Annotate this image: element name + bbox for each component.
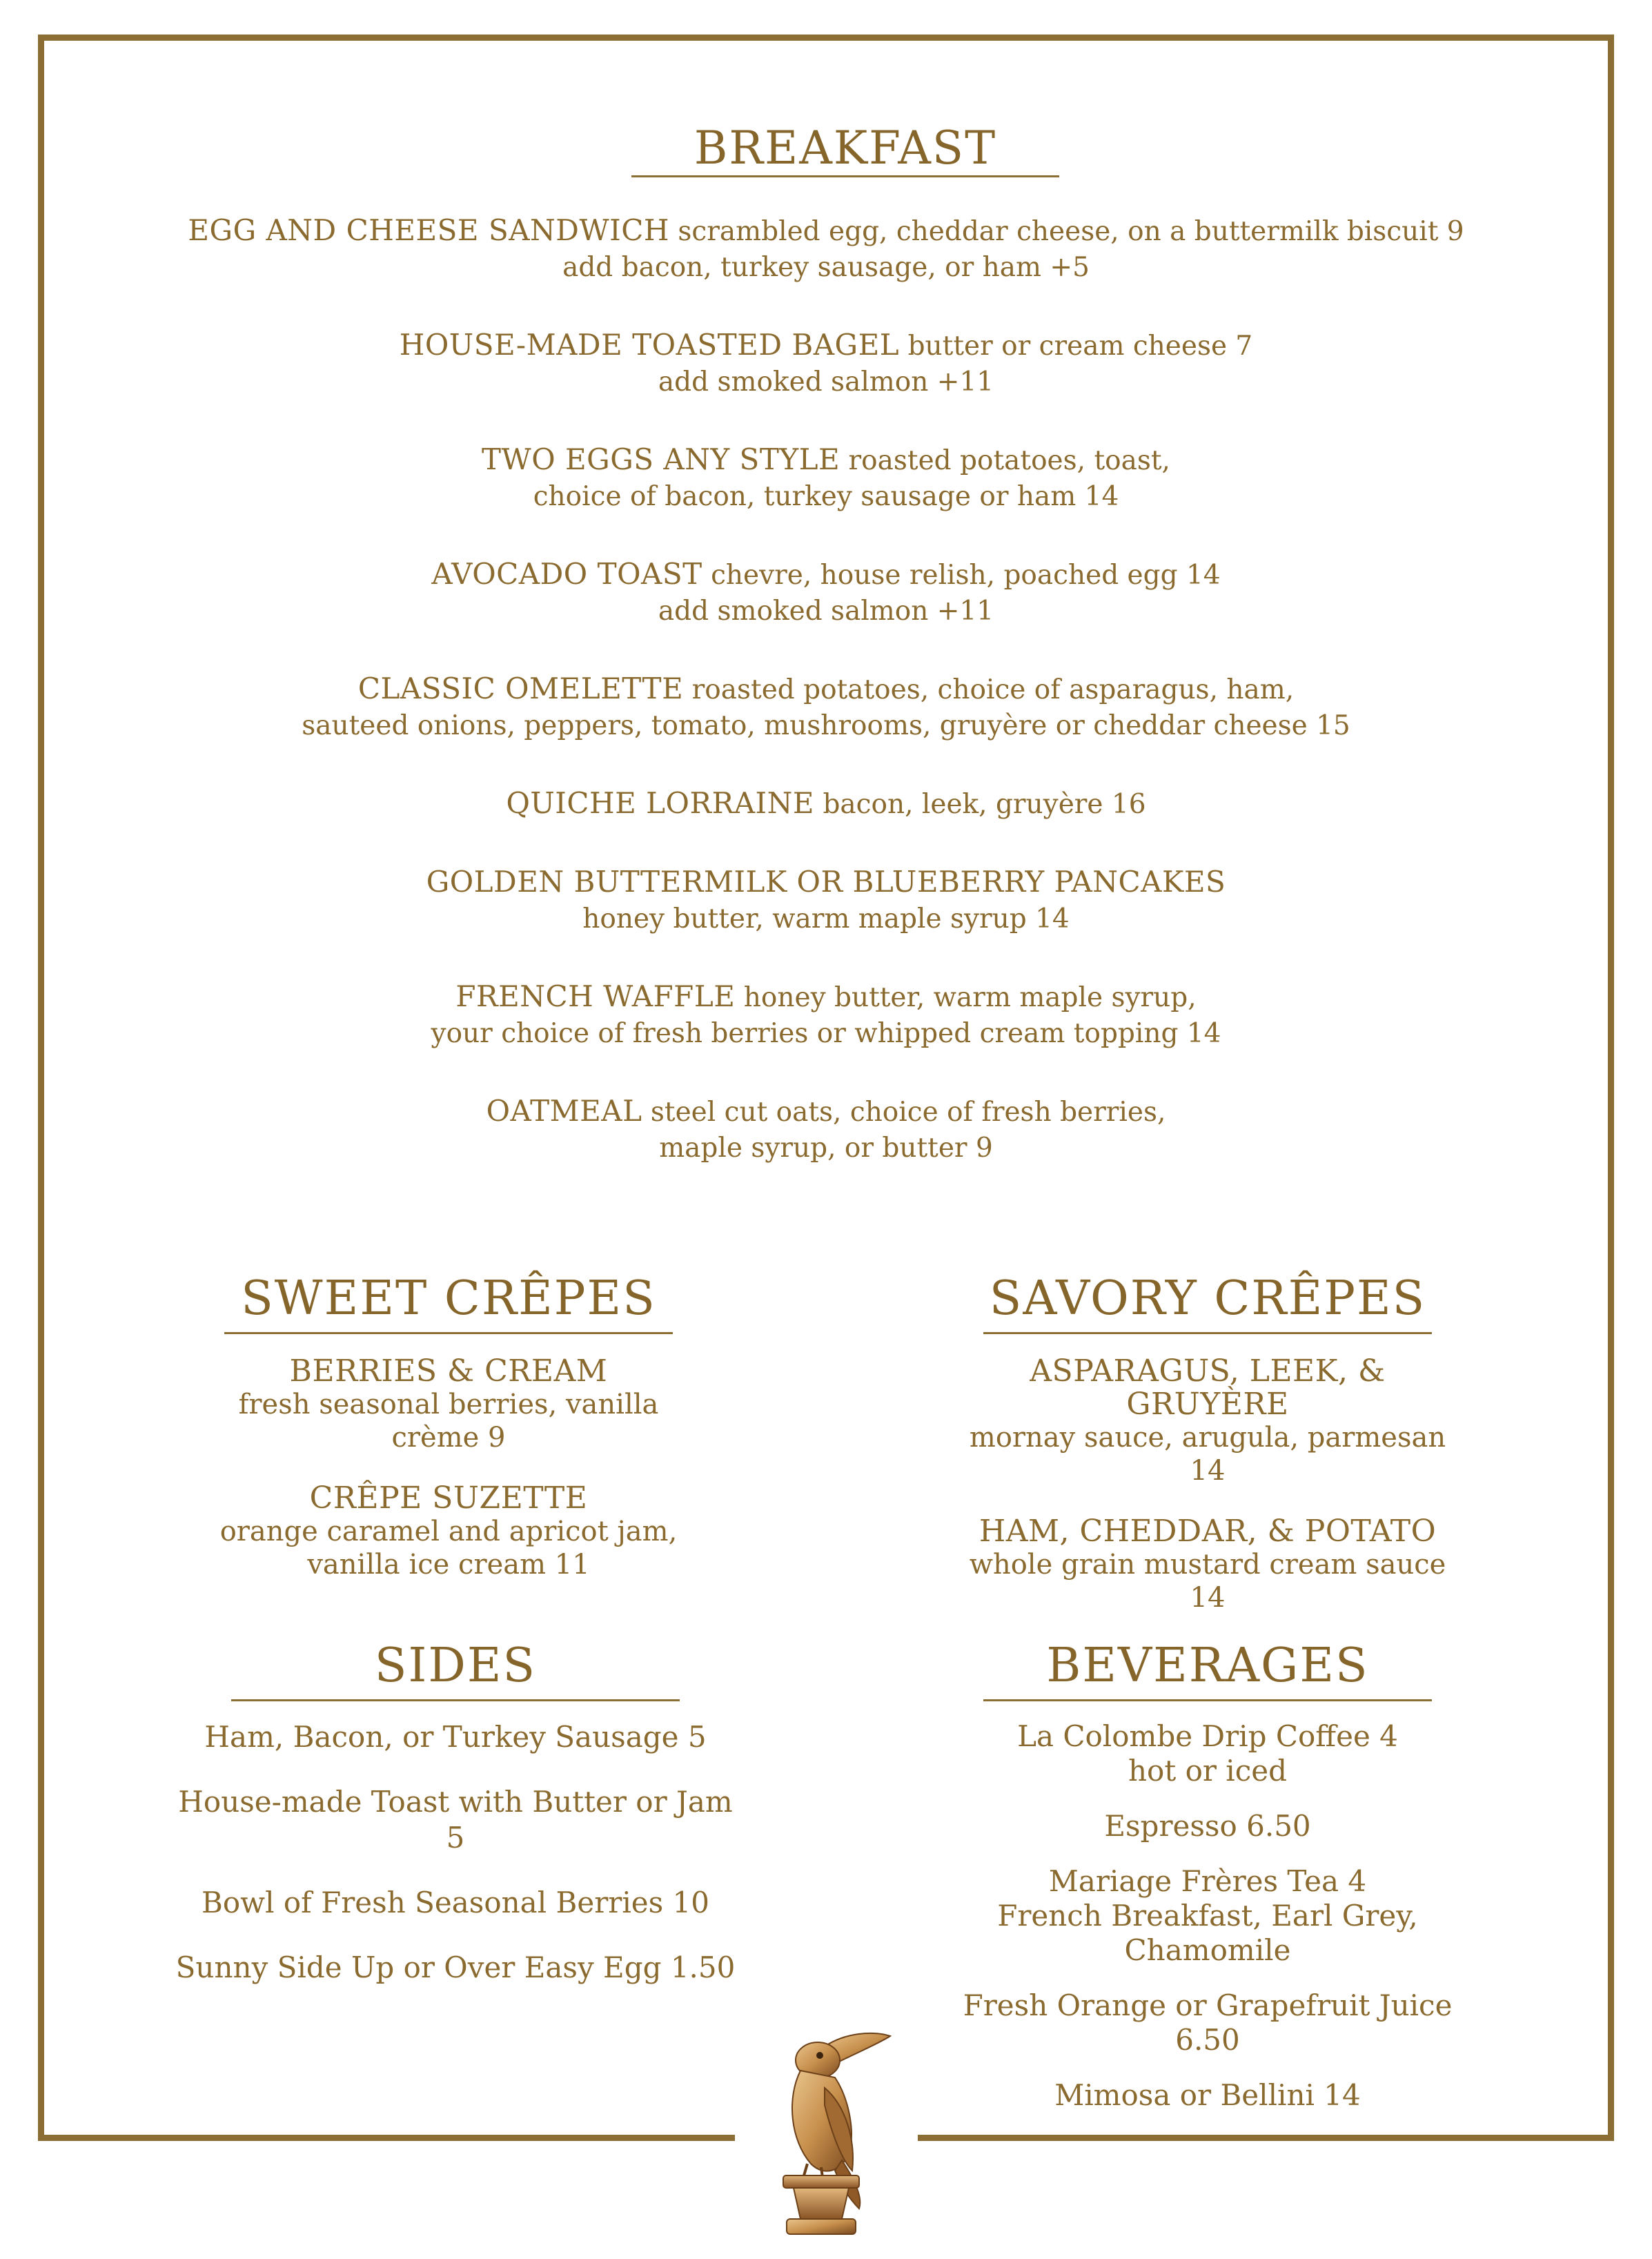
crepe-item — [193, 1355, 704, 1454]
side-item: Ham, Bacon, or Turkey Sausage 5 — [204, 1720, 707, 1754]
breakfast-item — [138, 785, 1514, 823]
breakfast-item-name: CLASSIC OMELETTE — [357, 672, 684, 705]
breakfast-item — [138, 1093, 1514, 1166]
sweet-crepes-heading: SWEET CRÊPES — [241, 1271, 656, 1326]
beverage-item — [935, 1809, 1480, 1844]
breakfast-heading-underline — [631, 175, 1059, 177]
sides-heading: SIDES — [374, 1639, 537, 1693]
breakfast-item — [138, 442, 1514, 515]
side-item: Sunny Side Up or Over Easy Egg 1.50 — [175, 1950, 736, 1984]
beverages-list — [935, 1719, 1480, 2113]
beverage-item — [935, 2078, 1480, 2113]
breakfast-item-desc: chevre, house relish, poached egg 14 — [711, 560, 1221, 591]
beverage-item-detail: hot or iced — [1128, 1754, 1287, 1788]
breakfast-item-desc: roasted potatoes, choice of asparagus, ham, — [691, 674, 1295, 705]
sides-section — [173, 1639, 738, 2015]
beverage-item — [935, 1719, 1480, 1788]
breakfast-item-name: QUICHE LORRAINE — [506, 786, 815, 820]
beverage-item — [935, 1864, 1480, 1968]
beverage-item-name: Mariage Frères Tea 4 — [1048, 1864, 1367, 1898]
beverage-item-name: Espresso 6.50 — [1104, 1809, 1311, 1843]
crepe-item-desc-extra: vanilla ice cream 11 — [307, 1549, 590, 1581]
beverages-section — [935, 1639, 1480, 2133]
breakfast-item — [138, 864, 1514, 937]
savory-crepes-section — [952, 1271, 1463, 1642]
frame-bottom-right-border — [918, 2135, 1614, 2141]
sides-underline — [231, 1699, 680, 1701]
crepe-item — [952, 1355, 1463, 1487]
breakfast-item-extra: your choice of fresh berries or whipped cream topping 14 — [431, 1018, 1221, 1049]
breakfast-heading-text: BREAKFAST — [694, 121, 997, 175]
breakfast-item — [138, 671, 1514, 744]
breakfast-item-name: TWO EGGS ANY STYLE — [482, 442, 840, 476]
frame-left-border — [38, 35, 44, 2141]
breakfast-item-desc: scrambled egg, cheddar cheese, on a buttermilk biscuit 9 — [678, 216, 1464, 247]
breakfast-item-extra: add smoked salmon +11 — [658, 596, 994, 627]
savory-crepes-heading: SAVORY CRÊPES — [989, 1271, 1426, 1326]
breakfast-menu-list — [138, 213, 1514, 1208]
beverage-item-detail-extra: Chamomile — [1124, 1933, 1291, 1967]
savory-crepes-list — [952, 1355, 1463, 1614]
breakfast-heading — [631, 121, 1059, 175]
beverage-item-name: Fresh Orange or Grapefruit Juice 6.50 — [963, 1988, 1453, 2057]
breakfast-item-extra: choice of bacon, turkey sausage or ham 14 — [533, 481, 1119, 512]
beverage-item-name: La Colombe Drip Coffee 4 — [1017, 1719, 1398, 1753]
breakfast-item-desc: honey butter, warm maple syrup, — [743, 982, 1197, 1013]
breakfast-item-name: EGG AND CHEESE SANDWICH — [188, 213, 669, 247]
sweet-crepes-underline — [224, 1332, 673, 1334]
breakfast-item-name: HOUSE-MADE TOASTED BAGEL — [399, 328, 900, 362]
crepe-item-name: ASPARAGUS, LEEK, & GRUYÈRE — [1030, 1353, 1386, 1422]
frame-right-border — [1608, 35, 1614, 2141]
sweet-crepes-section — [193, 1271, 704, 1609]
breakfast-item — [138, 213, 1514, 286]
crepe-item-desc: fresh seasonal berries, vanilla crème 9 — [238, 1389, 659, 1454]
breakfast-item-extra: sauteed onions, peppers, tomato, mushrooms, gruyère or cheddar cheese 15 — [302, 710, 1350, 741]
breakfast-item-name: OATMEAL — [486, 1094, 642, 1128]
beverages-underline — [983, 1699, 1432, 1701]
frame-top-border — [38, 35, 1614, 41]
toucan-icon — [759, 2022, 897, 2250]
beverages-heading: BEVERAGES — [1046, 1639, 1369, 1693]
crepe-item-desc: mornay sauce, arugula, parmesan 14 — [969, 1422, 1446, 1487]
breakfast-item-extra: honey butter, warm maple syrup 14 — [582, 903, 1070, 935]
breakfast-item-extra: add smoked salmon +11 — [658, 366, 994, 398]
crepe-item-desc: orange caramel and apricot jam, — [219, 1516, 678, 1547]
breakfast-item-name: FRENCH WAFFLE — [455, 979, 736, 1013]
crepe-item — [952, 1515, 1463, 1614]
sides-list — [173, 1719, 738, 1986]
breakfast-item-extra: add bacon, turkey sausage, or ham +5 — [562, 252, 1090, 283]
side-item: House-made Toast with Butter or Jam 5 — [178, 1785, 733, 1855]
breakfast-item-name: AVOCADO TOAST — [431, 557, 702, 591]
crepe-item-name: HAM, CHEDDAR, & POTATO — [979, 1514, 1437, 1549]
beverage-item — [935, 1988, 1480, 2057]
breakfast-item-desc: bacon, leek, gruyère 16 — [823, 789, 1146, 820]
side-item: Bowl of Fresh Seasonal Berries 10 — [201, 1886, 709, 1919]
beverage-item-detail: French Breakfast, Earl Grey, — [997, 1899, 1418, 1933]
frame-bottom-left-border — [38, 2135, 735, 2141]
crepe-item-name: CRÊPE SUZETTE — [309, 1480, 588, 1516]
breakfast-item-desc: roasted potatoes, toast, — [848, 445, 1170, 476]
breakfast-item — [138, 979, 1514, 1052]
breakfast-item-desc: butter or cream cheese 7 — [907, 331, 1253, 362]
breakfast-item-name: GOLDEN BUTTERMILK OR BLUEBERRY PANCAKES — [426, 865, 1226, 899]
breakfast-item — [138, 556, 1514, 629]
breakfast-item-extra: maple syrup, or butter 9 — [659, 1133, 993, 1164]
savory-crepes-underline — [983, 1332, 1432, 1334]
beverage-item-name: Mimosa or Bellini 14 — [1054, 2078, 1361, 2112]
breakfast-item — [138, 327, 1514, 400]
crepe-item-desc: whole grain mustard cream sauce 14 — [969, 1549, 1446, 1614]
crepe-item-name: BERRIES & CREAM — [289, 1353, 608, 1389]
sweet-crepes-list — [193, 1355, 704, 1581]
breakfast-item-desc: steel cut oats, choice of fresh berries, — [650, 1097, 1166, 1128]
crepe-item — [193, 1482, 704, 1581]
